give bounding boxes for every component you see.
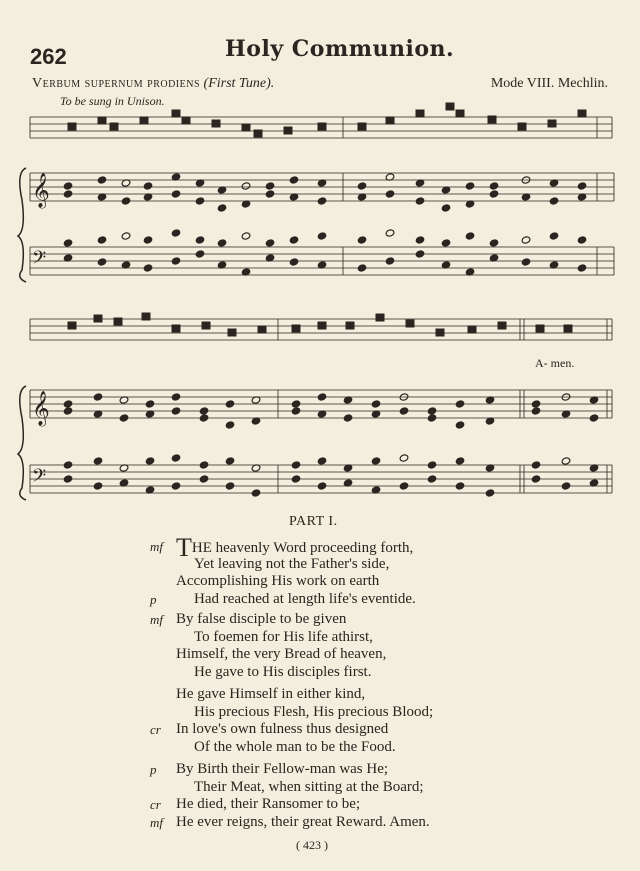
notehead — [485, 489, 495, 497]
neume — [94, 315, 102, 322]
notehead — [145, 457, 155, 465]
neume — [68, 123, 76, 130]
notehead — [199, 475, 209, 483]
notehead — [145, 400, 155, 408]
notehead — [357, 236, 367, 244]
verse-line — [176, 611, 346, 628]
notehead — [317, 482, 327, 490]
notehead — [291, 475, 301, 483]
notehead — [399, 482, 409, 490]
neume — [446, 103, 454, 110]
notehead — [489, 239, 499, 247]
notehead — [317, 393, 327, 401]
notehead — [199, 407, 209, 415]
verse-line — [176, 814, 430, 831]
neume — [212, 120, 220, 127]
dynamic-marking: cr — [150, 797, 161, 812]
notehead — [465, 182, 475, 190]
neume — [318, 322, 326, 329]
notehead — [489, 190, 499, 198]
verse-line — [176, 721, 388, 738]
neume — [140, 117, 148, 124]
neume — [258, 326, 266, 333]
verse-line-text: HE heavenly Word proceeding forth, — [191, 540, 414, 556]
notehead — [93, 393, 103, 401]
notehead — [225, 400, 235, 408]
notehead — [385, 190, 395, 198]
bass-clef-icon: 𝄢 — [32, 466, 47, 491]
notehead — [265, 190, 275, 198]
notehead — [455, 457, 465, 465]
notehead — [343, 414, 353, 422]
notehead — [561, 457, 571, 465]
neume — [456, 110, 464, 117]
notehead — [371, 400, 381, 408]
performance-direction: To be sung in Unison. — [60, 94, 165, 108]
notehead — [225, 457, 235, 465]
verse-line-text: By Birth their Fellow-man was He; — [176, 761, 389, 777]
notehead — [531, 400, 541, 408]
notehead — [195, 197, 205, 205]
verse-line — [194, 704, 433, 721]
notehead — [427, 461, 437, 469]
neume — [468, 326, 476, 333]
neume — [386, 117, 394, 124]
verse-line-text: Had reached at length life's eventide. — [194, 590, 416, 607]
verse-line — [176, 796, 360, 813]
notehead — [171, 393, 181, 401]
notehead — [171, 482, 181, 490]
notehead — [63, 475, 73, 483]
notehead — [265, 239, 275, 247]
notehead — [143, 264, 153, 272]
notehead — [241, 182, 251, 190]
neume — [436, 329, 444, 336]
notehead — [97, 258, 107, 266]
notehead — [415, 250, 425, 258]
verse-line — [194, 739, 396, 756]
notehead — [171, 229, 181, 237]
notehead — [289, 236, 299, 244]
notehead — [63, 182, 73, 190]
notehead — [577, 236, 587, 244]
verse-line — [194, 591, 416, 608]
verse-line-text: Their Meat, when sitting at the Board; — [194, 778, 424, 795]
notehead — [225, 421, 235, 429]
notehead — [119, 414, 129, 422]
notehead — [195, 236, 205, 244]
notehead — [195, 250, 205, 258]
notehead — [441, 204, 451, 212]
notehead — [171, 454, 181, 462]
notehead — [531, 407, 541, 415]
neume — [406, 320, 414, 327]
neume — [536, 325, 544, 332]
neume — [202, 322, 210, 329]
system-brace-1 — [18, 168, 26, 282]
verse-line — [176, 646, 386, 663]
neume — [358, 123, 366, 130]
neume — [98, 117, 106, 124]
verse-line — [194, 664, 371, 681]
notehead — [121, 232, 131, 240]
notehead — [489, 182, 499, 190]
verse-line-text: Accomplishing His work on earth — [176, 573, 380, 589]
notehead — [63, 407, 73, 415]
notehead — [217, 204, 227, 212]
neume — [578, 110, 586, 117]
notehead — [427, 414, 437, 422]
notehead — [251, 489, 261, 497]
mode-line: Mode VIII. Mechlin. — [490, 76, 608, 91]
notehead — [93, 457, 103, 465]
notehead — [199, 414, 209, 422]
notehead — [289, 258, 299, 266]
notehead — [549, 197, 559, 205]
notehead — [265, 182, 275, 190]
neume — [548, 120, 556, 127]
notehead — [225, 482, 235, 490]
notehead — [171, 190, 181, 198]
verse-line — [176, 573, 379, 590]
hymn-number: 262 — [30, 44, 67, 69]
system-brace-2 — [18, 386, 26, 500]
notehead — [143, 236, 153, 244]
neume — [172, 325, 180, 332]
verse-line — [176, 686, 365, 703]
notehead — [385, 229, 395, 237]
verse-line-text: To foemen for His life athirst, — [194, 628, 373, 645]
neume — [228, 329, 236, 336]
verse-line-text: By false disciple to be given — [176, 611, 347, 627]
dynamic-marking: mf — [150, 612, 163, 627]
verse-line-text: Of the whole man to be the Food. — [194, 738, 396, 755]
neume — [318, 123, 326, 130]
notehead — [385, 257, 395, 265]
neume — [182, 117, 190, 124]
notehead — [171, 407, 181, 415]
notehead — [531, 461, 541, 469]
notehead — [93, 482, 103, 490]
neume — [416, 110, 424, 117]
verse-line-text: He ever reigns, their great Reward. Amen. — [176, 813, 430, 830]
treble-clef-icon: 𝄞 — [32, 391, 50, 426]
neume — [242, 124, 250, 131]
notehead — [399, 454, 409, 462]
page-heading: Holy Communion. — [225, 36, 455, 62]
verse-line-text: Yet leaving not the Father's side, — [194, 555, 390, 572]
notehead — [63, 461, 73, 469]
notehead — [371, 457, 381, 465]
notehead — [577, 182, 587, 190]
neume — [142, 313, 150, 320]
notehead — [531, 475, 541, 483]
bass-clef-icon: 𝄢 — [32, 248, 47, 273]
notehead — [455, 482, 465, 490]
part-heading: PART I. — [289, 514, 338, 529]
notehead — [549, 232, 559, 240]
neume — [254, 130, 262, 137]
drop-cap: T — [176, 533, 192, 562]
amen-underlay: A- men. — [535, 356, 575, 370]
verse-line-text: He died, their Ransomer to be; — [176, 796, 361, 812]
notehead — [357, 264, 367, 272]
notehead — [589, 414, 599, 422]
notehead — [399, 407, 409, 415]
notehead — [97, 236, 107, 244]
dynamic-marking: p — [150, 762, 157, 777]
notehead — [171, 257, 181, 265]
tune-variant: (First Tune). — [203, 76, 275, 91]
notehead — [427, 407, 437, 415]
notehead — [289, 176, 299, 184]
dynamic-marking: mf — [150, 539, 163, 554]
notehead — [121, 197, 131, 205]
notehead — [521, 236, 531, 244]
notehead — [63, 239, 73, 247]
neume — [68, 322, 76, 329]
neume — [346, 322, 354, 329]
neume — [376, 314, 384, 321]
notehead — [63, 400, 73, 408]
page-number: ( 423 ) — [296, 838, 328, 852]
dynamic-marking: mf — [150, 814, 163, 830]
neume — [110, 123, 118, 130]
verse-line-text: He gave to His disciples first. — [194, 663, 372, 680]
verse-line-text: Himself, the very Bread of heaven, — [176, 646, 387, 662]
tune-name: Verbum supernum prodiens — [32, 76, 201, 91]
notehead — [465, 232, 475, 240]
dynamic-marking: cr — [150, 722, 161, 737]
notehead — [455, 400, 465, 408]
notehead — [199, 461, 209, 469]
neume — [488, 116, 496, 123]
notehead — [143, 182, 153, 190]
neume — [498, 322, 506, 329]
verse-line — [194, 779, 424, 796]
notehead — [241, 232, 251, 240]
notehead — [317, 232, 327, 240]
notehead — [97, 176, 107, 184]
notehead — [291, 461, 301, 469]
notehead — [357, 182, 367, 190]
notehead — [291, 400, 301, 408]
verse-line — [194, 556, 389, 573]
verse-line-text: In love's own fulness thus designed — [176, 721, 389, 737]
neume — [292, 325, 300, 332]
notehead — [561, 482, 571, 490]
notehead — [415, 236, 425, 244]
neume — [518, 123, 526, 130]
verse-line-text: His precious Flesh, His precious Blood; — [194, 703, 434, 720]
notehead — [415, 197, 425, 205]
notehead — [217, 239, 227, 247]
dynamic-marking: p — [150, 591, 157, 607]
verse-line — [194, 629, 373, 646]
notehead — [427, 475, 437, 483]
notehead — [441, 239, 451, 247]
neume — [284, 127, 292, 134]
neume — [172, 110, 180, 117]
notehead — [291, 407, 301, 415]
treble-clef-icon: 𝄞 — [32, 173, 50, 208]
neume — [114, 318, 122, 325]
notehead — [521, 258, 531, 266]
verse-line-text: He gave Himself in either kind, — [176, 686, 366, 702]
neume — [564, 325, 572, 332]
notehead — [63, 190, 73, 198]
notehead — [317, 457, 327, 465]
verse-line — [176, 761, 388, 778]
notehead — [317, 197, 327, 205]
notehead — [577, 264, 587, 272]
notehead — [455, 421, 465, 429]
